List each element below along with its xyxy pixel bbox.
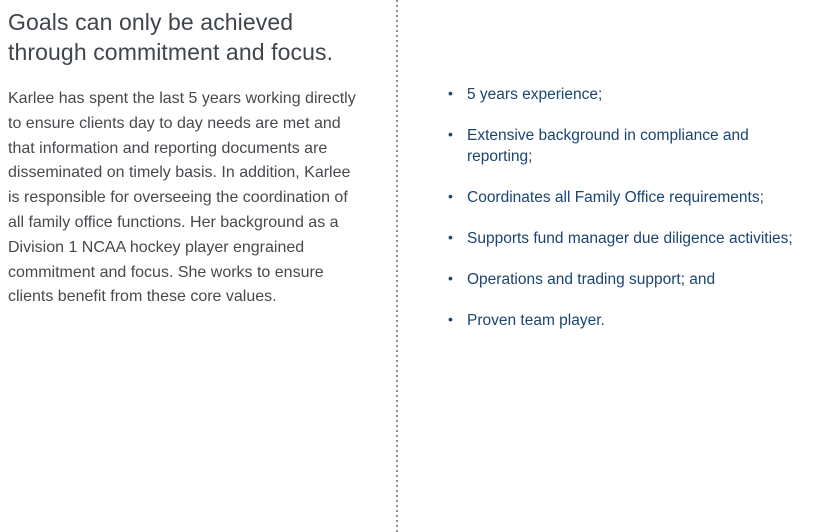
bullet-icon: • xyxy=(448,311,453,327)
bullet-text: Extensive background in compliance and reporting; xyxy=(467,127,749,165)
bullet-icon: • xyxy=(448,188,453,204)
dotted-divider xyxy=(396,0,398,532)
list-item xyxy=(447,310,797,331)
left-column xyxy=(8,0,370,310)
bullet-text: Proven team player. xyxy=(467,312,605,329)
list-item xyxy=(447,187,797,208)
bullet-icon: • xyxy=(448,126,453,142)
bullet-text: Supports fund manager due diligence activities; xyxy=(467,230,793,247)
bullet-text: 5 years experience; xyxy=(467,86,603,103)
bullet-text: Operations and trading support; and xyxy=(467,271,716,288)
bio-paragraph: Karlee has spent the last 5 years working directly to ensure clients day to day needs are met and that information and reporting documents are disseminated on timely basis. In addition, Karlee is responsible for overseeing the coordination of all family office functions. Her background as a Division 1 NCAA hockey player engrained commitment and focus. She works to ensure clients benefit from these core values. xyxy=(8,90,356,306)
bullet-icon: • xyxy=(448,229,453,245)
page-title: Goals can only be achieved through commitment and focus. xyxy=(8,9,334,65)
list-item xyxy=(447,125,797,167)
list-item xyxy=(447,228,797,249)
bullet-list xyxy=(447,84,797,351)
bullet-icon: • xyxy=(448,85,453,101)
bullet-icon: • xyxy=(448,270,453,286)
list-item xyxy=(447,269,797,290)
list-item xyxy=(447,84,797,105)
bullet-text: Coordinates all Family Office requirements; xyxy=(467,189,764,206)
